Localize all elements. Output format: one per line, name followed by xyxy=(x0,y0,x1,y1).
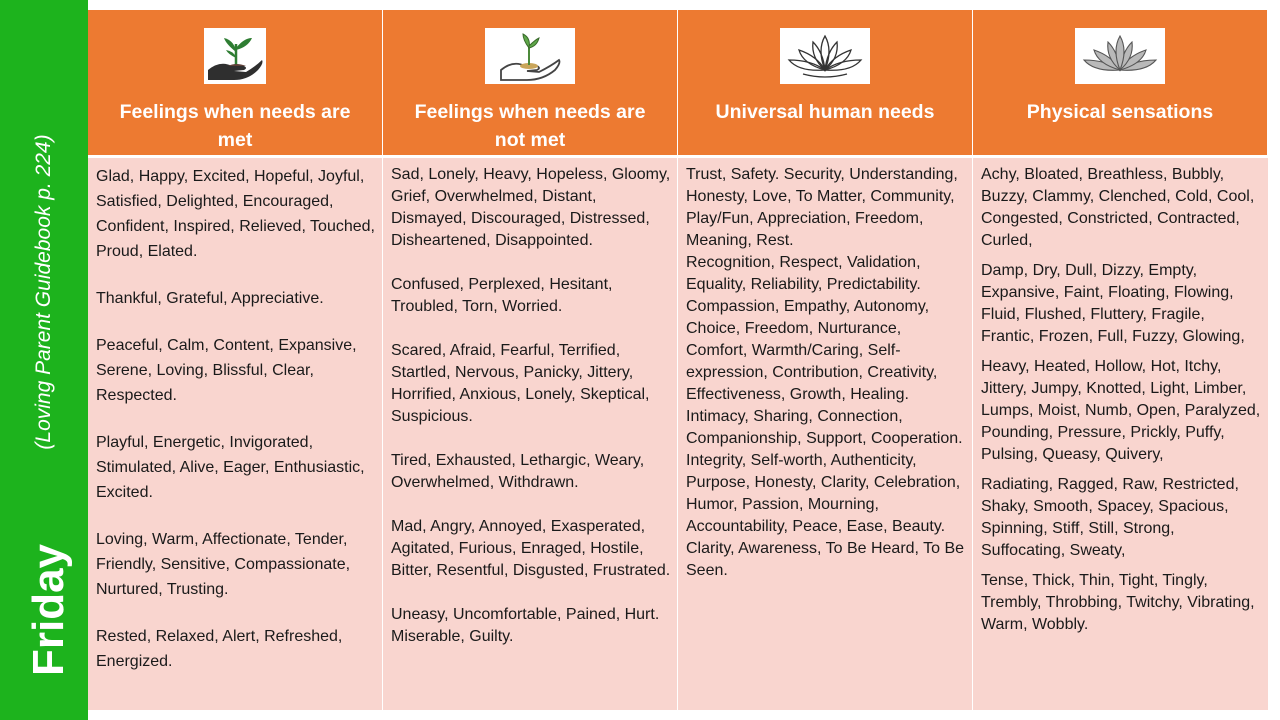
feelings-paragraph: Sad, Lonely, Heavy, Hopeless, Gloomy, Grief, Overwhelmed, Distant, Dismayed, Discouraged, Distressed, Disheartened, Disappointed. xyxy=(391,166,671,249)
day-label: Friday xyxy=(24,543,73,677)
day-sidebar xyxy=(0,0,88,720)
column-title: Feelings when needs are not met xyxy=(414,101,646,151)
feelings-paragraph: Thankful, Grateful, Appreciative. xyxy=(96,290,324,307)
feelings-paragraph: Rested, Relaxed, Alert, Refreshed, Energized. xyxy=(96,628,343,670)
sensations-paragraph: Achy, Bloated, Breathless, Bubbly, Buzzy, Clammy, Clenched, Cold, Cool, Congested, Constricted, Contracted, Curled, xyxy=(981,166,1255,249)
column-title: Universal human needs xyxy=(715,101,935,123)
column-title: Physical sensations xyxy=(1026,101,1214,123)
needs-paragraph: Recognition, Respect, Validation, Equality, Reliability, Predictability. xyxy=(686,254,921,293)
feelings-paragraph: Confused, Perplexed, Hesitant, Troubled, Torn, Worried. xyxy=(391,276,613,315)
needs-paragraph: Compassion, Empathy, Autonomy, Choice, Freedom, Nurturance, Comfort, Warmth/Caring, Self-expression, Contribution, Creativity, Effectiveness, Growth, Healing. xyxy=(686,298,938,403)
needs-paragraph: Clarity, Awareness, To Be Heard, To Be Seen. xyxy=(686,540,965,579)
header-universal-needs xyxy=(678,10,973,158)
feelings-paragraph: Scared, Afraid, Fearful, Terrified, Startled, Nervous, Panicky, Jittery, Horrified, Anxious, Lonely, Skeptical, Suspicious. xyxy=(391,342,650,425)
feelings-paragraph: Mad, Angry, Annoyed, Exasperated, Agitated, Furious, Enraged, Hostile, Bitter, Resentful, Disgusted, Frustrated. xyxy=(391,518,671,579)
lotus-outline-icon xyxy=(780,28,870,84)
feelings-paragraph: Uneasy, Uncomfortable, Pained, Hurt. Miserable, Guilty. xyxy=(391,606,660,645)
sensations-paragraph: Heavy, Heated, Hollow, Hot, Itchy, Jittery, Jumpy, Knotted, Light, Limber, Lumps, Moist, Numb, Open, Paralyzed, Pounding, Pressure, Prickly, Puffy, Pulsing, Queasy, Quivery, xyxy=(981,358,1261,463)
header-feelings-not-met xyxy=(383,10,678,158)
physical-sensations-list xyxy=(973,158,1268,710)
feelings-needs-table xyxy=(88,10,1268,710)
universal-needs-list xyxy=(678,158,973,710)
feelings-not-met-list xyxy=(383,158,678,710)
column-title: Feelings when needs are met xyxy=(119,101,351,151)
hand-sprout-icon xyxy=(204,28,266,84)
lotus-filled-icon xyxy=(1075,28,1165,84)
hand-seedling-icon xyxy=(485,28,575,84)
feelings-paragraph: Peaceful, Calm, Content, Expansive, Serene, Loving, Blissful, Clear, Respected. xyxy=(96,337,357,404)
feelings-paragraph: Loving, Warm, Affectionate, Tender, Friendly, Sensitive, Compassionate, Nurtured, Trusting. xyxy=(96,531,351,598)
header-feelings-met xyxy=(88,10,383,158)
feelings-paragraph: Glad, Happy, Excited, Hopeful, Joyful, Satisfied, Delighted, Encouraged, Confident, Inspired, Relieved, Touched, Proud, Elated. xyxy=(96,168,375,260)
sensations-paragraph: Radiating, Ragged, Raw, Restricted, Shaky, Smooth, Spacey, Spacious, Spinning, Stiff, Still, Strong, Suffocating, Sweaty, xyxy=(981,476,1239,559)
guidebook-reference: (Loving Parent Guidebook p. 224) xyxy=(32,134,55,450)
sensations-paragraph: Damp, Dry, Dull, Dizzy, Empty, Expansive, Faint, Floating, Flowing, Fluid, Flushed, Fluttery, Fragile, Frantic, Frozen, Full, Fuzzy, Glowing, xyxy=(981,262,1245,345)
feelings-met-list xyxy=(88,158,383,710)
header-physical-sensations xyxy=(973,10,1268,158)
feelings-paragraph: Playful, Energetic, Invigorated, Stimulated, Alive, Eager, Enthusiastic, Excited. xyxy=(96,434,365,501)
needs-paragraph: Integrity, Self-worth, Authenticity, Purpose, Honesty, Clarity, Celebration, Humor, Passion, Mourning, Accountability, Peace, Ease, Beauty. xyxy=(686,452,961,535)
feelings-paragraph: Tired, Exhausted, Lethargic, Weary, Overwhelmed, Withdrawn. xyxy=(391,452,645,491)
needs-paragraph: Trust, Safety. Security, Understanding, Honesty, Love, To Matter, Community, Play/Fun, Appreciation, Freedom, Meaning, Rest. xyxy=(686,166,958,249)
needs-paragraph: Intimacy, Sharing, Connection, Companionship, Support, Cooperation. xyxy=(686,408,963,447)
sensations-paragraph: Tense, Thick, Thin, Tight, Tingly, Trembly, Throbbing, Twitchy, Vibrating, Warm, Wobbly. xyxy=(981,572,1255,633)
